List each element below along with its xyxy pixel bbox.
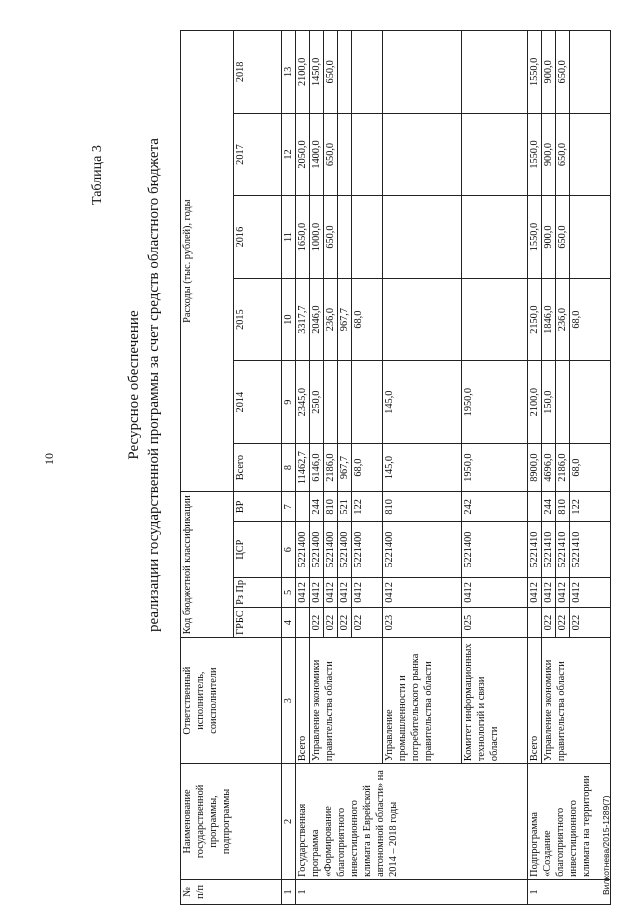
year-value-cell: 650,0 — [556, 31, 570, 114]
grbs-cell: 022 — [338, 608, 352, 638]
total-cell: 1950,0 — [462, 443, 528, 491]
year-value-cell — [462, 31, 528, 114]
year-value-cell: 1000,0 — [310, 196, 324, 279]
col-num: 2 — [282, 764, 296, 880]
table-row — [296, 31, 310, 905]
rzpr-cell: 0412 — [462, 577, 528, 607]
year-value-cell: 900,0 — [542, 31, 556, 114]
year-value-cell: 1550,0 — [528, 113, 542, 196]
header-row-1 — [181, 31, 234, 905]
grbs-cell: 022 — [324, 608, 338, 638]
total-cell: 11462,7 — [296, 443, 310, 491]
csr-cell: 5221400 — [324, 522, 338, 577]
grbs-cell: 022 — [352, 608, 383, 638]
grbs-cell: 025 — [462, 608, 528, 638]
col-num: 6 — [282, 522, 296, 577]
year-value-cell: 650,0 — [556, 196, 570, 279]
year-value-cell: 150,0 — [542, 361, 556, 444]
vr-cell: 810 — [556, 492, 570, 522]
footer-note: Вилкотнева/2015-1289(7) — [601, 795, 611, 895]
year-value-cell — [338, 196, 352, 279]
executor-cell: Всего — [528, 638, 542, 764]
csr-cell: 5221410 — [528, 522, 542, 577]
year-value-cell: 250,0 — [310, 361, 324, 444]
year-value-cell — [462, 196, 528, 279]
year-value-cell — [338, 113, 352, 196]
grbs-cell — [528, 608, 542, 638]
vr-cell — [528, 492, 542, 522]
year-value-cell: 2046,0 — [310, 278, 324, 361]
total-cell: 68,0 — [352, 443, 383, 491]
year-value-cell — [352, 361, 383, 444]
rzpr-cell: 0412 — [556, 577, 570, 607]
vr-cell: 810 — [383, 492, 462, 522]
csr-cell: 5221400 — [296, 522, 310, 577]
year-value-cell: 1950,0 — [462, 361, 528, 444]
csr-cell: 5221400 — [462, 522, 528, 577]
grbs-cell: 022 — [310, 608, 324, 638]
total-cell: 8900,0 — [528, 443, 542, 491]
year-value-cell: 1550,0 — [528, 196, 542, 279]
csr-cell: 5221410 — [556, 522, 570, 577]
program-section — [296, 31, 528, 905]
col-num: 3 — [282, 638, 296, 764]
title-line-1: Ресурсное обеспечение — [126, 310, 142, 460]
year-value-cell: 1400,0 — [310, 113, 324, 196]
year-value-cell: 1846,0 — [542, 278, 556, 361]
year-value-cell: 1550,0 — [528, 31, 542, 114]
year-value-cell — [383, 31, 462, 114]
header-year-2016: 2016 — [234, 196, 282, 279]
year-value-cell: 2050,0 — [296, 113, 310, 196]
col-num: 12 — [282, 113, 296, 196]
year-value-cell: 650,0 — [324, 31, 338, 114]
col-num: 9 — [282, 361, 296, 444]
header-csr: ЦСР — [234, 522, 282, 577]
header-code-group: Код бюджетной классификации — [181, 492, 234, 638]
csr-cell: 5221400 — [352, 522, 383, 577]
header-year-2017: 2017 — [234, 113, 282, 196]
header-grbs: ГРБС — [234, 608, 282, 638]
year-value-cell — [338, 31, 352, 114]
rzpr-cell: 0412 — [296, 577, 310, 607]
year-value-cell — [352, 113, 383, 196]
total-cell: 2186,0 — [556, 443, 570, 491]
year-value-cell: 650,0 — [324, 113, 338, 196]
rzpr-cell: 0412 — [570, 577, 611, 607]
year-value-cell — [570, 31, 611, 114]
year-value-cell: 2100,0 — [296, 31, 310, 114]
vr-cell: 242 — [462, 492, 528, 522]
header-no: № п/п — [181, 879, 282, 904]
year-value-cell — [324, 361, 338, 444]
executor-cell: Всего — [296, 638, 310, 764]
year-value-cell — [570, 113, 611, 196]
year-value-cell: 3317,7 — [296, 278, 310, 361]
vr-cell: 244 — [542, 492, 556, 522]
row-number: 1 — [296, 879, 528, 904]
col-num: 10 — [282, 278, 296, 361]
rzpr-cell: 0412 — [310, 577, 324, 607]
year-value-cell — [383, 196, 462, 279]
title-line-2: реализации государственной программы за счет средств областного бюджета — [146, 138, 162, 632]
executor-cell: Управление промышленности и потребительского рынка правительства области — [383, 638, 462, 764]
year-value-cell: 68,0 — [570, 278, 611, 361]
vr-cell: 122 — [570, 492, 611, 522]
vr-cell: 244 — [310, 492, 324, 522]
year-value-cell: 650,0 — [324, 196, 338, 279]
row-number: 1 — [528, 879, 611, 904]
table-label: Таблица 3 — [90, 145, 105, 205]
total-cell: 68,0 — [570, 443, 611, 491]
col-num: 11 — [282, 196, 296, 279]
year-value-cell: 2100,0 — [528, 361, 542, 444]
year-value-cell: 68,0 — [352, 278, 383, 361]
grbs-cell: 022 — [542, 608, 556, 638]
vr-cell: 810 — [324, 492, 338, 522]
year-value-cell: 1650,0 — [296, 196, 310, 279]
header-rzpr: Рз Пр — [234, 577, 282, 607]
csr-cell: 5221410 — [570, 522, 611, 577]
rzpr-cell: 0412 — [324, 577, 338, 607]
executor-cell: Управление экономики правительства области — [542, 638, 611, 764]
total-cell: 6146,0 — [310, 443, 324, 491]
executor-cell: Комитет информационных технологий и связи области — [462, 638, 528, 764]
year-value-cell — [556, 361, 570, 444]
column-number-row — [282, 31, 296, 905]
program-name: Подпрограмма «Создание благоприятного инвестиционного климата на территории — [528, 764, 611, 880]
header-executor: Ответственный исполнитель, соисполнители — [181, 638, 282, 764]
subprogram-section — [528, 31, 611, 905]
year-value-cell — [462, 113, 528, 196]
grbs-cell: 022 — [556, 608, 570, 638]
vr-cell: 122 — [352, 492, 383, 522]
csr-cell: 5221410 — [542, 522, 556, 577]
year-value-cell: 236,0 — [556, 278, 570, 361]
col-num: 4 — [282, 608, 296, 638]
header-vr: ВР — [234, 492, 282, 522]
year-value-cell — [383, 113, 462, 196]
csr-cell: 5221400 — [310, 522, 324, 577]
grbs-cell — [296, 608, 310, 638]
header-year-2015: 2015 — [234, 278, 282, 361]
year-value-cell: 145,0 — [383, 361, 462, 444]
year-value-cell — [338, 361, 352, 444]
year-value-cell — [570, 196, 611, 279]
year-value-cell — [352, 31, 383, 114]
header-expenses-group: Расходы (тыс. рублей), годы — [181, 31, 234, 492]
program-name: Государственная программа «Формирование благоприятного инвестиционного климата в Еврейской автономной области» на 2014 – 2018 годы — [296, 764, 528, 880]
grbs-cell: 023 — [383, 608, 462, 638]
total-cell: 4696,0 — [542, 443, 556, 491]
total-cell: 967,7 — [338, 443, 352, 491]
budget-table — [180, 40, 592, 905]
header-year-2018: 2018 — [234, 31, 282, 114]
year-value-cell — [462, 278, 528, 361]
year-value-cell: 236,0 — [324, 278, 338, 361]
total-cell: 2186,0 — [324, 443, 338, 491]
rzpr-cell: 0412 — [352, 577, 383, 607]
year-value-cell: 650,0 — [556, 113, 570, 196]
col-num: 7 — [282, 492, 296, 522]
col-num: 5 — [282, 577, 296, 607]
year-value-cell: 2150,0 — [528, 278, 542, 361]
year-value-cell — [352, 196, 383, 279]
table-row — [528, 31, 542, 905]
year-value-cell: 900,0 — [542, 113, 556, 196]
header-name: Наименование государственной программы, подпрограммы — [181, 764, 282, 880]
header-total: Всего — [234, 443, 282, 491]
rzpr-cell: 0412 — [383, 577, 462, 607]
csr-cell: 5221400 — [338, 522, 352, 577]
rzpr-cell: 0412 — [528, 577, 542, 607]
rzpr-cell: 0412 — [338, 577, 352, 607]
vr-cell — [296, 492, 310, 522]
year-value-cell: 967,7 — [338, 278, 352, 361]
executor-cell: Управление экономики правительства области — [310, 638, 383, 764]
rzpr-cell: 0412 — [542, 577, 556, 607]
year-value-cell — [383, 278, 462, 361]
grbs-cell: 022 — [570, 608, 611, 638]
col-num: 8 — [282, 443, 296, 491]
page-number: 10 — [42, 453, 56, 465]
csr-cell: 5221400 — [383, 522, 462, 577]
col-num: 13 — [282, 31, 296, 114]
vr-cell: 521 — [338, 492, 352, 522]
year-value-cell: 1450,0 — [310, 31, 324, 114]
year-value-cell: 2345,0 — [296, 361, 310, 444]
header-year-2014: 2014 — [234, 361, 282, 444]
total-cell: 145,0 — [383, 443, 462, 491]
year-value-cell: 900,0 — [542, 196, 556, 279]
col-num: 1 — [282, 879, 296, 904]
year-value-cell — [570, 361, 611, 444]
